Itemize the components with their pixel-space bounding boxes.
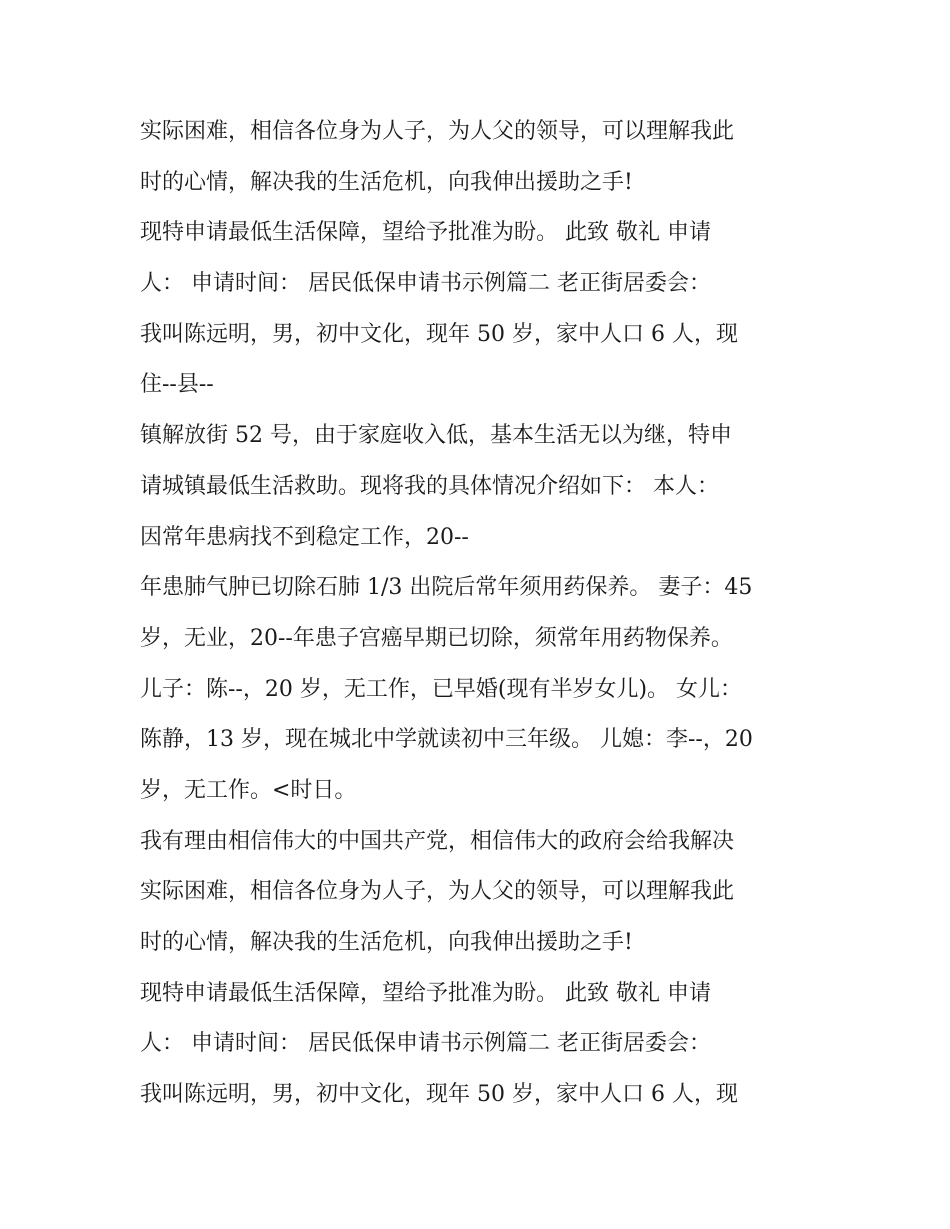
- text-line: 镇解放街 52 号，由于家庭收入低，基本生活无以为继，特申: [140, 423, 732, 449]
- text-line: 人： 申请时间： 居民低保申请书示例篇二 老正街居委会：: [140, 271, 711, 297]
- text-line: 住--县--: [140, 372, 214, 398]
- text-line: 人： 申请时间： 居民低保申请书示例篇二 老正街居委会：: [140, 1031, 711, 1057]
- text-line: 实际困难，相信各位身为人子，为人父的领导，可以理解我此: [140, 879, 735, 905]
- text-line: 陈静，13 岁，现在城北中学就读初中三年级。 儿媳：李--，20: [140, 727, 753, 753]
- text-line: 现特申请最低生活保障，望给予批准为盼。 此致 敬礼 申请: [140, 980, 711, 1006]
- text-line: 现特申请最低生活保障，望给予批准为盼。 此致 敬礼 申请: [140, 220, 711, 246]
- document-body: [140, 107, 830, 1121]
- text-line: 我叫陈远明，男，初中文化，现年 50 岁，家中人口 6 人，现: [140, 1082, 738, 1108]
- text-line: 我有理由相信伟大的中国共产党，相信伟大的政府会给我解决: [140, 828, 735, 854]
- text-line: 时的心情，解决我的生活危机，向我伸出援助之手!: [140, 169, 633, 195]
- text-line: 时的心情，解决我的生活危机，向我伸出援助之手!: [140, 930, 633, 955]
- text-line: 因常年患病找不到稳定工作，20--: [140, 524, 469, 550]
- text-line: 儿子：陈--，20 岁，无工作，已早婚(现有半岁女儿)。 女儿：: [140, 676, 743, 702]
- text-line: 岁，无工作。<时日。: [140, 777, 357, 803]
- text-line: 我叫陈远明，男，初中文化，现年 50 岁，家中人口 6 人，现: [140, 321, 738, 347]
- text-line: 年患肺气肿已切除石肺 1/3 出院后常年须用药保养。 妻子：45: [140, 575, 753, 601]
- text-line: 岁，无业，20--年患子宫癌早期已切除，须常年用药物保养。: [140, 625, 733, 651]
- text-line: 实际困难，相信各位身为人子，为人父的领导，可以理解我此: [140, 119, 735, 144]
- text-line: 请城镇最低生活救助。现将我的具体情况介绍如下： 本人：: [140, 473, 719, 499]
